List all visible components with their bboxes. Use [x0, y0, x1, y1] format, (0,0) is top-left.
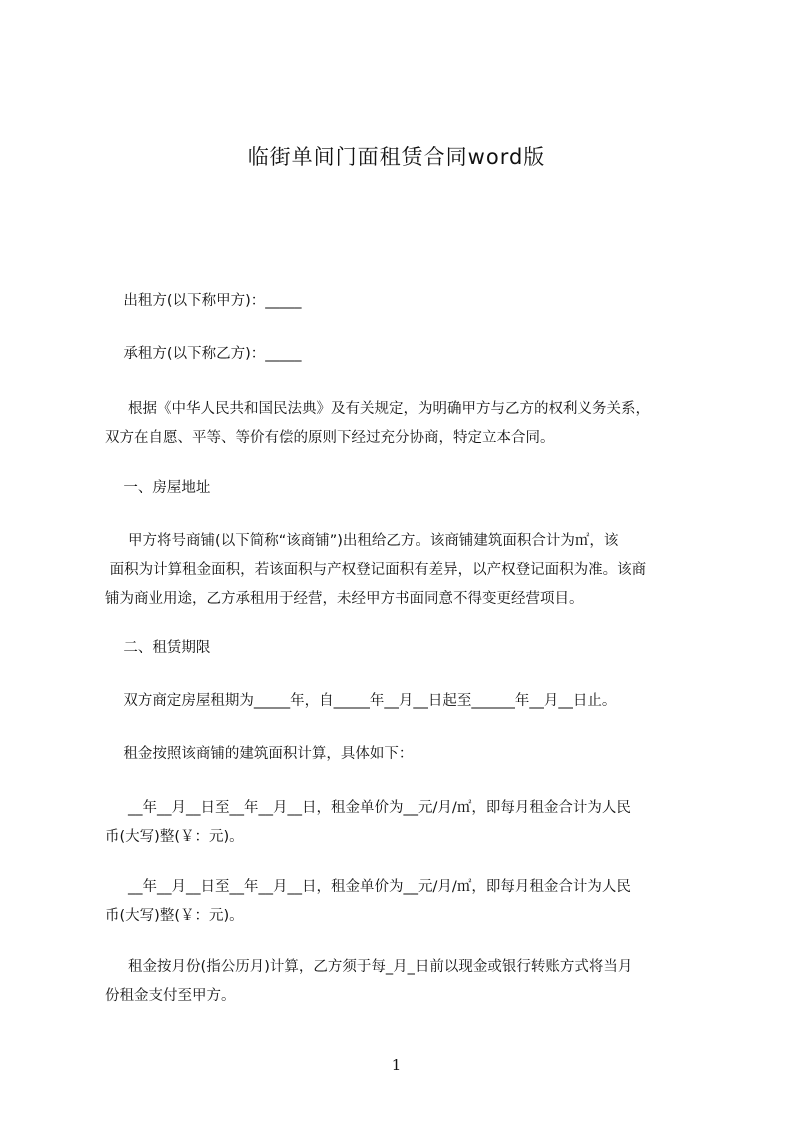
address-paragraph: 甲方将号商铺(以下简称“该商铺”)出租给乙方。该商铺建筑面积合计为㎡，该 面积为计算租金面积，若该面积与产权登记面积有差异，以产权登记面积为准。该商 铺为商业用途，乙方承租用于经营，未经甲方书面同意不得变更经营项目。 — [105, 533, 647, 607]
rent-payment-paragraph: 租金按月份(指公历月)计算，乙方须于每_月_日前以现金或银行转账方式将当月 份租金支付至甲方。 — [105, 959, 633, 1004]
term-paragraph: 双方商定房屋租期为_____年，自_____年__月__日起至______年__月__日止。 — [105, 693, 617, 709]
lessee-line: 承租方(以下称乙方)：_____ — [105, 346, 302, 362]
rent-period-2-paragraph: __年__月__日至__年__月__日，租金单价为__元/月/㎡，即每月租金合计为人民 币(大写)整(￥：元)。 — [105, 879, 631, 924]
rent-intro-paragraph: 租金按照该商铺的建筑面积计算，具体如下： — [105, 746, 414, 762]
rent-period-1-paragraph: __年__月__日至__年__月__日，租金单价为__元/月/㎡，即每月租金合计为人民 币(大写)整(￥：元)。 — [105, 800, 631, 845]
section-heading-term: 二、租赁期限 — [105, 640, 211, 656]
lessor-line: 出租方(以下称甲方)：_____ — [105, 293, 302, 309]
document-title: 临街单间门面租赁合同word版 — [247, 145, 546, 169]
page-number: 1 — [391, 1056, 402, 1074]
preamble-paragraph: 根据《中华人民共和国民法典》及有关规定，为明确甲方与乙方的权利义务关系， 双方在自愿、平等、等价有偿的原则下经过充分协商，特定立本合同。 — [105, 401, 651, 446]
section-heading-address: 一、房屋地址 — [105, 480, 211, 496]
